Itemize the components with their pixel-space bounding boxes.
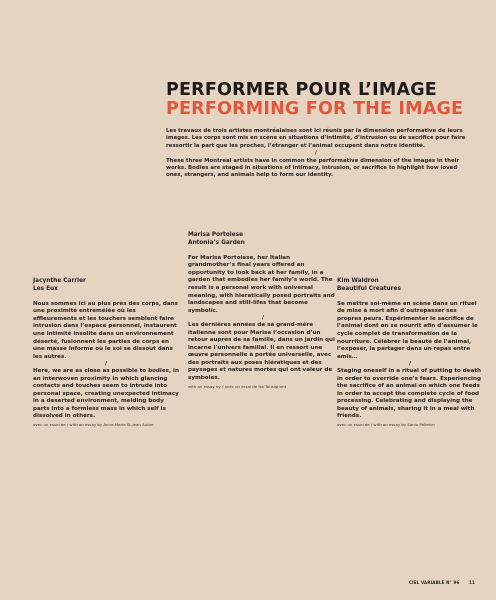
title-english: PERFORMING FOR THE IMAGE <box>166 99 464 119</box>
column-kim-waldron <box>337 278 483 427</box>
essay-credit: avec un essai de / with an essay by Sonia Pelletier <box>337 421 436 427</box>
intro-french: Les travaux de trois artistes montréalaises sont ici réunis par la dimension performative de leurs images. Les corps sont mis en scène en situations d’intimité, d’intrusion ou de sacrifice pour faire ressortir la part que les proches, l’étranger et l’animal occupent dans notre identité. <box>166 128 466 149</box>
page-number: 11 <box>469 580 475 585</box>
intro-english: These three Montreal artists have in common the performative dimension of the images in their works. Bodies are staged in situations of intimacy, intrusion, or sacrifice to highlight how loved ones, strangers, and animals help to form our identity. <box>166 157 460 179</box>
text-english: Here, we are as close as possible to bodies, in an interwoven proximity in which glancing contacts and touches seem to intrude into personal space, creating unexpected intimacy in a deserted environment, melding body parts into a formless mass in which self is dissolved in others. <box>33 368 179 420</box>
separator: / <box>261 315 265 322</box>
work-title: Les Eux <box>33 285 58 292</box>
separator: / <box>408 361 412 368</box>
text-english: For Marisa Portolese, her Italian grandmother’s final years offered an opportunity to look back at her family, in a garden that embodies her family’s world. The result is a personal work with universal meaning, with hieratically posed portraits and landscapes and still-lifes that become symbolic. <box>188 254 335 314</box>
title-french: PERFORMER POUR L’IMAGE <box>166 80 437 100</box>
essay-credit: avec un essai de / with an essay by Anne-Marie St-Jean Aubre <box>33 421 154 427</box>
work-title: Beautiful Creatures <box>337 285 401 292</box>
artist-name: Kim Waldron <box>337 278 379 284</box>
artist-name: Jacynthe Carrier <box>33 278 86 284</box>
artist-name: Marisa Portolese <box>188 232 244 238</box>
work-title: Antonia’s Garden <box>188 239 245 246</box>
column-marisa-portolese <box>188 232 338 389</box>
text-french: Nous sommes ici au plus près des corps, dans une proximité entremêlée où les effleurements et les touchers semblent faire intrusion dans l’espace personnel, instaurent une intimité insolite dans un environnement déserté, fusionnent les parties de corps en une masse informe où le soi se dissout dans les autres. <box>33 300 178 360</box>
separator: / <box>104 361 108 368</box>
column-jacynthe-carrier <box>33 278 179 427</box>
page-footer <box>409 580 475 585</box>
text-french: Les dernières années de sa grand-mère italienne sont pour Marisa l’occasion d’un retour auprès de sa famille, dans un jardin qui incarne l’univers familial. Il en ressort une œuvre personnelle à portée universelle, avec des portraits aux poses hiératiques et des paysages et natures mortes qui ont valeur de symboles. <box>188 322 335 381</box>
magazine-name: CIEL VARIABLE N° 96 <box>408 580 460 585</box>
text-french: Se mettre soi-même en scène dans un rituel de mise à mort afin d’outrepasser ses propres peurs. Expérimenter le sacrifice de l’animal dont on se nourrit afin d’assumer le cycle complet de transformation de la nourriture. Célébrer la beauté de l’animal, l’exposer, la partager dans un repas entre amis… <box>337 300 478 360</box>
intro-separator: / <box>315 150 317 157</box>
intro-text <box>166 128 466 180</box>
essay-credit: with an essay by / avec un essai de Isa Tousignant <box>188 383 287 389</box>
text-english: Staging oneself in a ritual of putting to death in order to override one’s fears. Experiencing the sacrifice of an animal on which one feeds in order to accept the complete cycle of food processing. Celebrating and displaying the beauty of animals, sharing it in a meal with friends. <box>337 368 482 420</box>
